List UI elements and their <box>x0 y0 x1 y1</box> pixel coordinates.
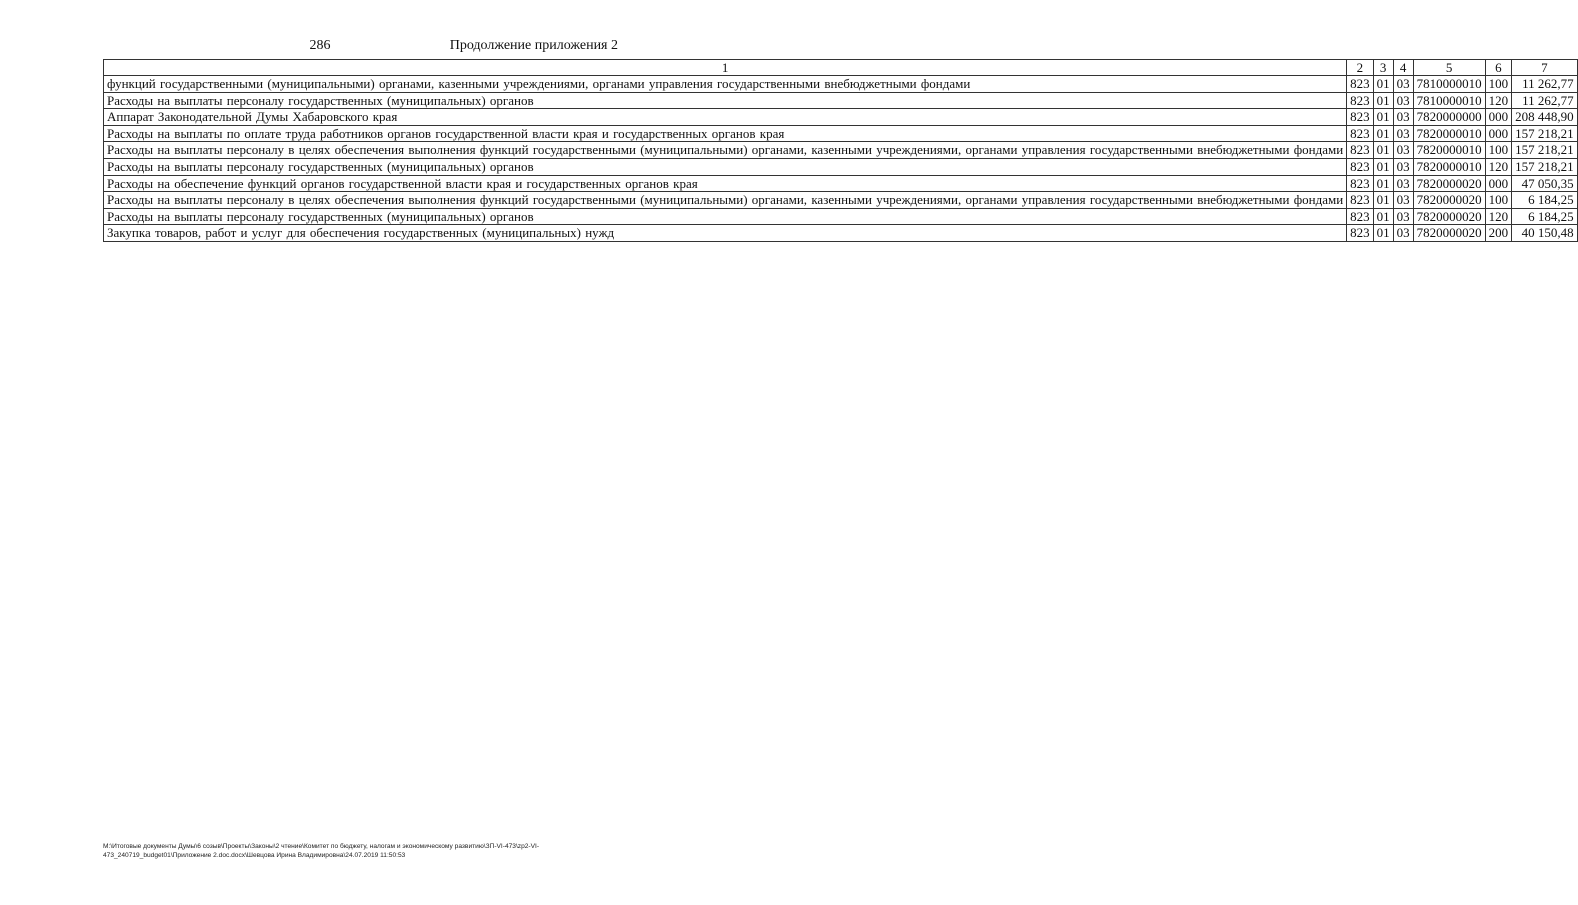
description-line: функций государственными <box>479 142 636 158</box>
file-path-footer: M:\Итоговые документы Думы\6 созыв\Проекты\Законы\2 чтение\Комитет по бюджету, налогам и экономическому развитию\ЗП-VI-473\zp2-VI-473_240719_budget01\Приложение 2.doc.docx\Шевцова Ирина Владимировна\24.07.2019 11:50:53 <box>103 843 540 859</box>
table-row <box>104 142 1578 159</box>
admin-code-cell: 823 <box>1347 92 1374 109</box>
budget-table <box>103 59 1578 242</box>
column-header: 7 <box>1512 60 1578 76</box>
description-cell <box>104 92 1347 109</box>
table-row <box>104 109 1578 126</box>
column-header: 5 <box>1413 60 1485 76</box>
expense-type-cell: 100 <box>1485 76 1512 93</box>
table-row <box>104 225 1578 242</box>
description-line: персоналу государственных <box>226 208 383 224</box>
description-line: Расходы на выплаты <box>107 208 223 224</box>
subsection-cell: 03 <box>1393 192 1413 209</box>
amount-cell: 208 448,90 <box>1512 109 1578 126</box>
description-line: обеспечения выполнения <box>334 192 476 208</box>
section-cell: 01 <box>1373 158 1393 175</box>
target-article-cell: 7820000010 <box>1413 158 1485 175</box>
description-line: казенными учреждениями, <box>811 192 962 208</box>
page-number: 286 <box>309 38 331 53</box>
description-line: функций государственными <box>479 192 636 208</box>
target-article-cell: 7820000000 <box>1413 109 1485 126</box>
description-line: персоналу в целях <box>226 192 331 208</box>
admin-code-cell: 823 <box>1347 142 1374 159</box>
description-line: государственной власти края и <box>435 125 609 141</box>
description-line: для обеспечения <box>286 225 380 241</box>
description-line: Думы Хабаровского края <box>256 109 398 125</box>
description-line: органами управления <box>965 142 1086 158</box>
description-line: персоналу в целях <box>226 142 331 158</box>
description-line: государственными <box>1089 192 1193 208</box>
description-line: (муниципальными) органами, <box>640 142 808 158</box>
description-cell <box>104 109 1347 126</box>
amount-cell: 6 184,25 <box>1512 192 1578 209</box>
section-cell: 01 <box>1373 109 1393 126</box>
amount-cell: 11 262,77 <box>1512 92 1578 109</box>
description-line: государственной власти края и <box>348 175 523 191</box>
description-line: персоналу государственных <box>226 158 383 174</box>
table-row <box>104 92 1578 109</box>
subsection-cell: 03 <box>1393 125 1413 142</box>
description-line: персоналу государственных <box>226 92 383 108</box>
amount-cell: 6 184,25 <box>1512 208 1578 225</box>
section-cell: 01 <box>1373 192 1393 209</box>
target-article-cell: 7820000020 <box>1413 225 1485 242</box>
target-article-cell: 7820000020 <box>1413 192 1485 209</box>
admin-code-cell: 823 <box>1347 225 1374 242</box>
amount-cell: 157 218,21 <box>1512 142 1578 159</box>
target-article-cell: 7820000020 <box>1413 208 1485 225</box>
description-cell <box>104 158 1347 175</box>
table-row <box>104 175 1578 192</box>
column-header: 1 <box>104 60 1347 76</box>
amount-cell: 11 262,77 <box>1512 76 1578 93</box>
description-line: (муниципальными) органами, <box>267 76 435 91</box>
description-cell <box>104 208 1347 225</box>
description-line: органами управления <box>965 192 1086 208</box>
amount-cell: 47 050,35 <box>1512 175 1578 192</box>
expense-type-cell: 120 <box>1485 92 1512 109</box>
admin-code-cell: 823 <box>1347 109 1374 126</box>
target-article-cell: 7810000010 <box>1413 92 1485 109</box>
subsection-cell: 03 <box>1393 225 1413 242</box>
table-row <box>104 192 1578 209</box>
description-line: Расходы на выплаты <box>107 142 223 158</box>
section-cell: 01 <box>1373 76 1393 93</box>
table-row <box>104 76 1578 93</box>
column-header: 4 <box>1393 60 1413 76</box>
section-cell: 01 <box>1373 225 1393 242</box>
description-line: Расходы на обеспечение <box>107 175 244 191</box>
description-cell <box>104 125 1347 142</box>
admin-code-cell: 823 <box>1347 175 1374 192</box>
expense-type-cell: 100 <box>1485 142 1512 159</box>
description-line: (муниципальных) органов <box>387 208 534 224</box>
target-article-cell: 7820000010 <box>1413 142 1485 159</box>
amount-cell: 40 150,48 <box>1512 225 1578 242</box>
description-line: Расходы на выплаты <box>107 192 223 208</box>
description-line: Закупка товаров, работ и услуг <box>107 225 283 241</box>
subsection-cell: 03 <box>1393 109 1413 126</box>
description-line: казенными учреждениями, <box>438 76 589 91</box>
subsection-cell: 03 <box>1393 208 1413 225</box>
expense-type-cell: 100 <box>1485 192 1512 209</box>
description-line: (муниципальными) органами, <box>640 192 808 208</box>
description-cell <box>104 175 1347 192</box>
column-number-row <box>104 60 1578 76</box>
section-cell: 01 <box>1373 125 1393 142</box>
admin-code-cell: 823 <box>1347 208 1374 225</box>
expense-type-cell: 000 <box>1485 109 1512 126</box>
column-header: 3 <box>1373 60 1393 76</box>
continuation-label: Продолжение приложения 2 <box>449 38 618 53</box>
section-cell: 01 <box>1373 92 1393 109</box>
column-header: 2 <box>1347 60 1374 76</box>
expense-type-cell: 200 <box>1485 225 1512 242</box>
amount-cell: 157 218,21 <box>1512 158 1578 175</box>
admin-code-cell: 823 <box>1347 76 1374 93</box>
description-line: внебюджетными фондами <box>824 76 971 91</box>
description-line: Расходы на выплаты <box>107 92 223 108</box>
description-line: труда работников органов <box>285 125 432 141</box>
description-cell <box>104 76 1347 93</box>
description-line: казенными учреждениями, <box>811 142 962 158</box>
section-cell: 01 <box>1373 175 1393 192</box>
admin-code-cell: 823 <box>1347 158 1374 175</box>
expense-type-cell: 000 <box>1485 175 1512 192</box>
column-header: 6 <box>1485 60 1512 76</box>
section-cell: 01 <box>1373 208 1393 225</box>
admin-code-cell: 823 <box>1347 192 1374 209</box>
subsection-cell: 03 <box>1393 142 1413 159</box>
expense-type-cell: 120 <box>1485 208 1512 225</box>
description-cell <box>104 192 1347 209</box>
target-article-cell: 7820000010 <box>1413 125 1485 142</box>
section-cell: 01 <box>1373 142 1393 159</box>
description-line: государственными <box>716 76 821 91</box>
description-line: органами управления <box>592 76 713 91</box>
description-line: государственных <box>383 225 479 241</box>
description-line: внебюджетными фондами <box>1197 192 1344 208</box>
description-line: (муниципальных) органов <box>387 92 534 108</box>
expense-type-cell: 000 <box>1485 125 1512 142</box>
table-row <box>104 158 1578 175</box>
table-row <box>104 125 1578 142</box>
description-line: функций государственными <box>107 76 264 91</box>
description-line: Расходы на выплаты <box>107 158 223 174</box>
target-article-cell: 7810000010 <box>1413 76 1485 93</box>
admin-code-cell: 823 <box>1347 125 1374 142</box>
subsection-cell: 03 <box>1393 175 1413 192</box>
subsection-cell: 03 <box>1393 76 1413 93</box>
expense-type-cell: 120 <box>1485 158 1512 175</box>
description-line: государственных органов края <box>613 125 785 141</box>
description-cell <box>104 142 1347 159</box>
description-line: Расходы на выплаты по оплате <box>107 125 282 141</box>
amount-cell: 157 218,21 <box>1512 125 1578 142</box>
description-line: обеспечения выполнения <box>334 142 476 158</box>
target-article-cell: 7820000020 <box>1413 175 1485 192</box>
description-cell <box>104 225 1347 242</box>
description-line: (муниципальных) органов <box>387 158 534 174</box>
subsection-cell: 03 <box>1393 158 1413 175</box>
description-line: (муниципальных) нужд <box>482 225 615 241</box>
description-line: государственных органов края <box>526 175 698 191</box>
table-row <box>104 208 1578 225</box>
description-line: государственными <box>1089 142 1193 158</box>
description-line: Аппарат Законодательной <box>107 109 252 125</box>
description-line: внебюджетными фондами <box>1197 142 1344 158</box>
description-line: функций органов <box>247 175 345 191</box>
subsection-cell: 03 <box>1393 92 1413 109</box>
